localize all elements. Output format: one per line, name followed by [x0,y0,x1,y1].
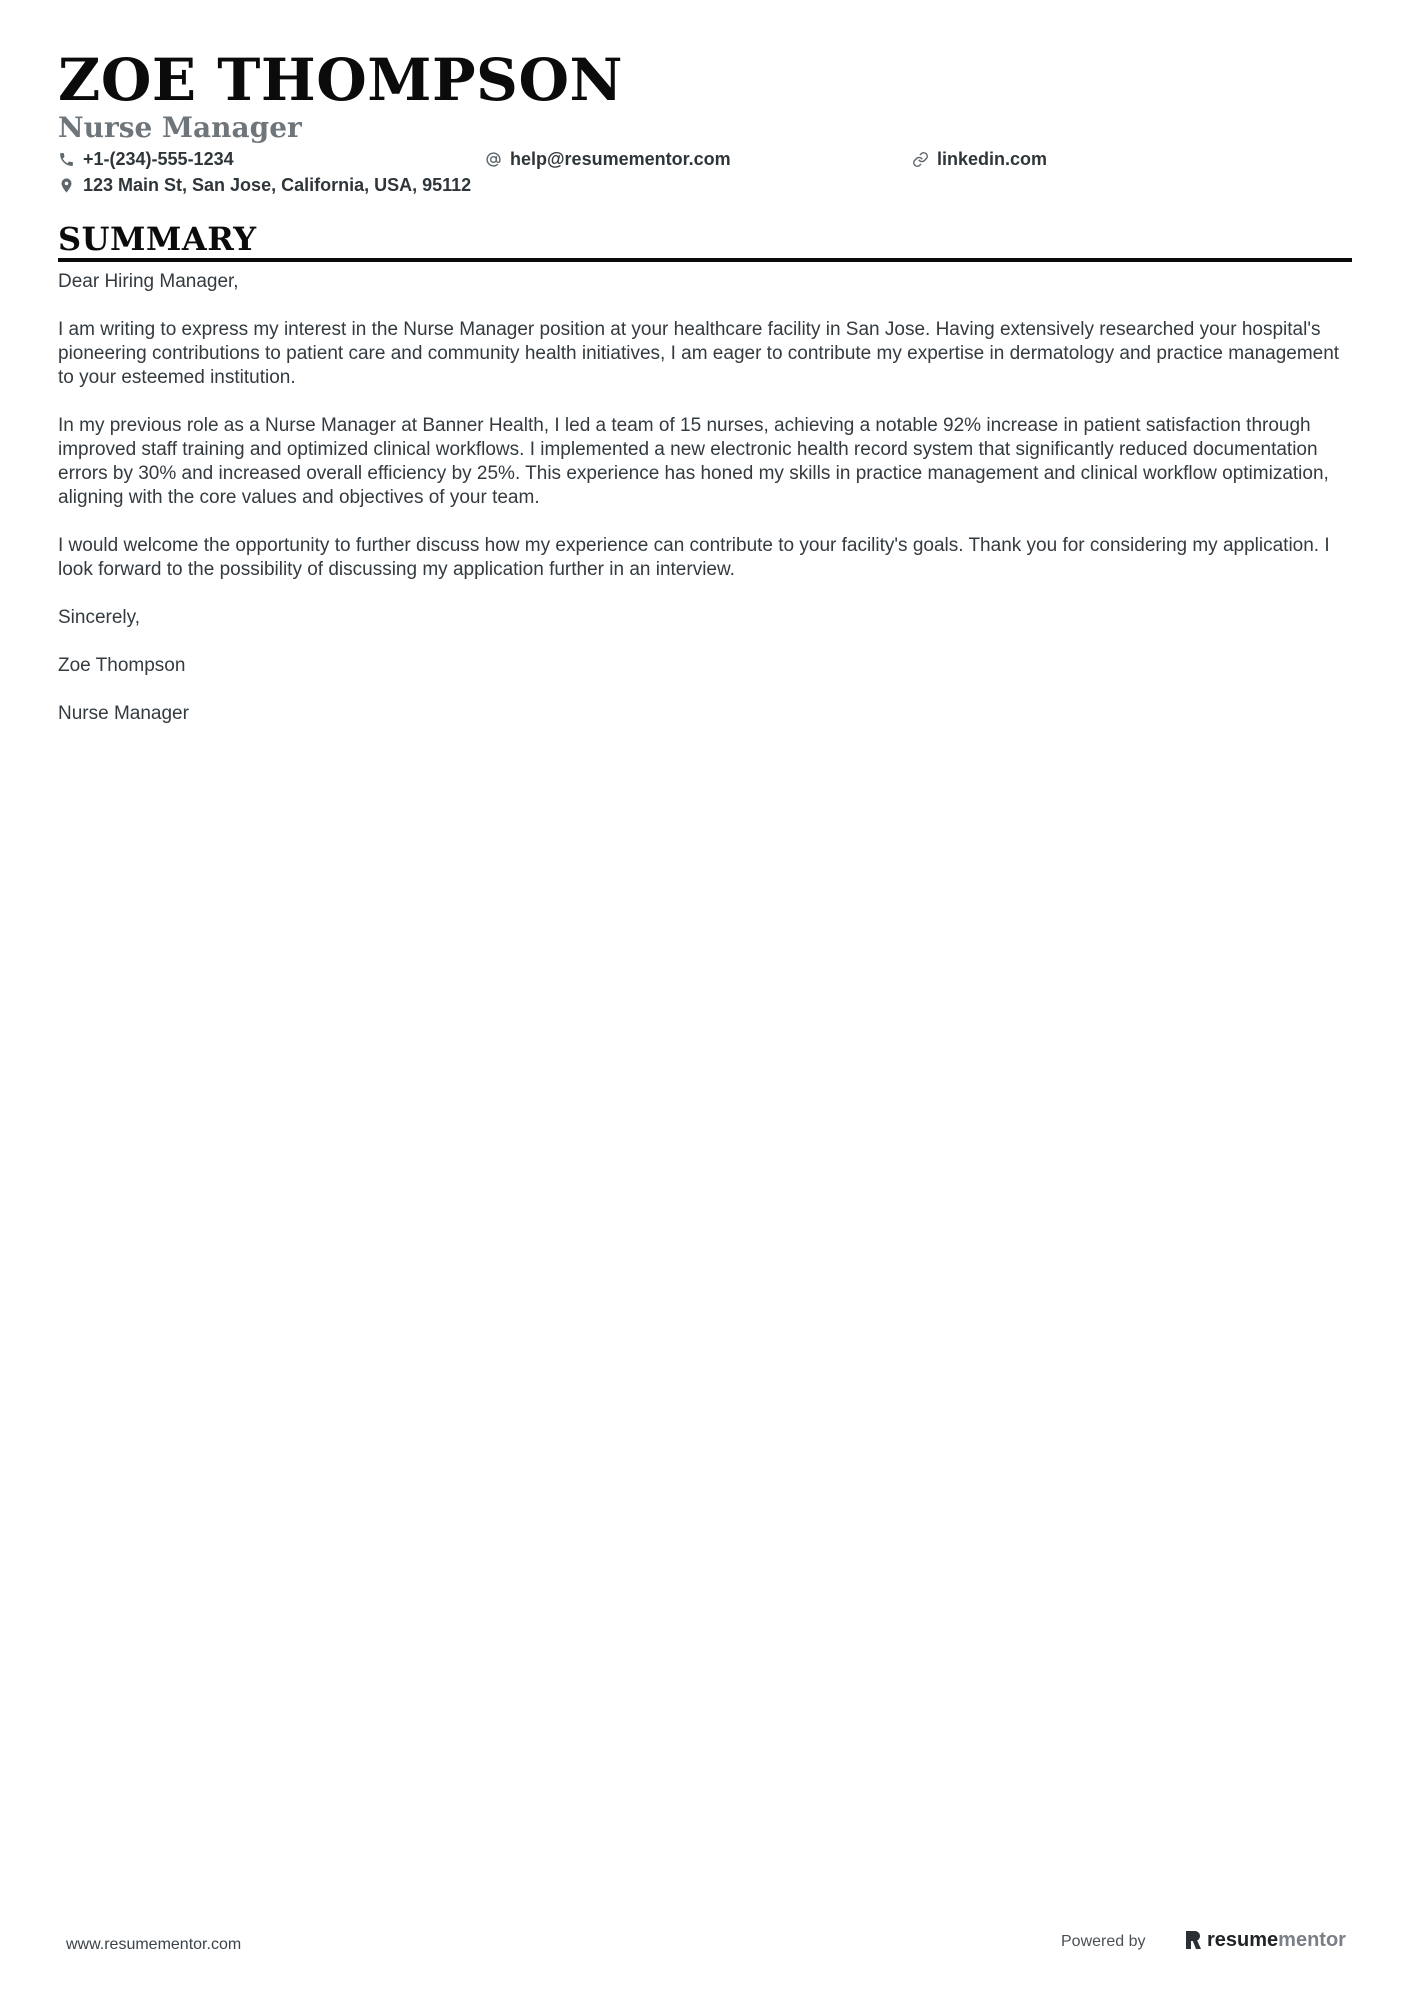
letter-paragraph-2: In my previous role as a Nurse Manager at Banner Health, I led a team of 15 nurses, achieving a notable 92% increase in patient satisfaction through improved staff training and optimized clinical workflows. I implemented a new electronic health record system that significantly reduced documentation errors by 30% and increased overall efficiency by 25%. This experience has honed my skills in practice management and clinical workflow optimization, aligning with the core values and objectives of your team. [58,415,1329,508]
signature-title: Nurse Manager [58,703,189,724]
footer-website-link[interactable]: www.resumementor.com [66,1936,242,1953]
letter-paragraph-1: I am writing to express my interest in the Nurse Manager position at your healthcare facility in San Jose. Having extensively researched your hospital's pioneering contributions to patient care and community health initiatives, I am eager to contribute my expertise in dermatology and practice management to your esteemed institution. [58,319,1340,388]
section-divider [58,258,1352,262]
contact-address [58,173,471,197]
letter-closing: Sincerely, [58,607,141,628]
letter-paragraph-3: I would welcome the opportunity to further discuss how my experience can contribute to your facility's goals. Thank you for considering my application. I look forward to the possibility of discussing my application further in an interview. [58,535,1330,580]
address-text: 123 Main St, San Jose, California, USA, 95112 [83,175,472,195]
linkedin-text[interactable]: linkedin.com [937,149,1048,169]
link-icon [912,151,929,168]
brand-text-mentor: mentor [1278,1929,1346,1951]
candidate-name: ZOE THOMPSON [58,46,623,114]
candidate-role: Nurse Manager [58,111,302,144]
contact-email[interactable] [485,147,731,171]
brand-logo[interactable] [1184,1927,1346,1953]
phone-icon [58,151,75,168]
email-text[interactable]: help@resumementor.com [510,149,731,169]
powered-by-label: Powered by [1061,1933,1146,1950]
letter-greeting: Dear Hiring Manager, [58,271,239,292]
letter-body [58,270,1352,750]
section-title-summary: SUMMARY [58,220,257,258]
phone-text: +1-(234)-555-1234 [83,149,234,169]
location-pin-icon [58,177,75,194]
at-icon [485,151,502,168]
resumementor-logo-icon [1184,1929,1202,1951]
contact-phone [58,147,234,171]
contact-linkedin[interactable] [912,147,1047,171]
brand-text-resume: resume [1207,1929,1279,1951]
signature-name: Zoe Thompson [58,655,186,676]
